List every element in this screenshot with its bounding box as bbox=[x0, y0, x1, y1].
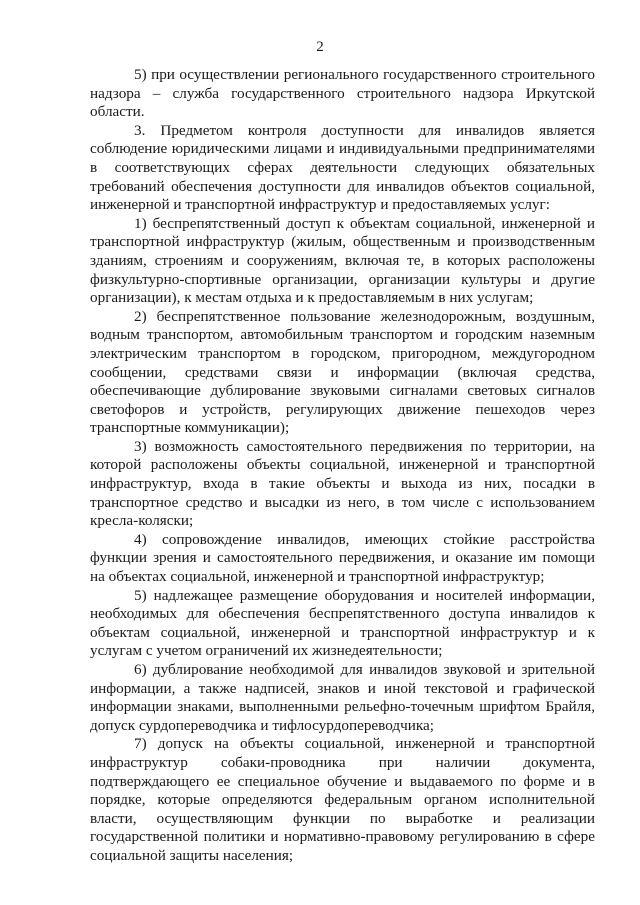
page-number: 2 bbox=[316, 39, 324, 55]
paragraph-requirement-1: 1) беспрепятственный доступ к объектам социальной, инженерной и транспортной инфраструктур (жилым, общественным и производственным зданиям, строениям и сооружениям, включая те, в которых расположены физкультурно-спортивные организации, организации культуры и другие организации), к местам отдыха и к предоставляемым в них услугам; bbox=[90, 214, 595, 307]
paragraph-requirement-3: 3) возможность самостоятельного передвижения по территории, на которой расположены объекты социальной, инженерной и транспортной инфраструктур, входа в такие объекты и выхода из них, посадки в транспортное средство и высадки из него, в том числе с использованием кресла-коляски; bbox=[90, 437, 595, 530]
paragraph-requirement-2: 2) беспрепятственное пользование железнодорожным, воздушным, водным транспортом, автомобильным транспортом и городским наземным электрическим транспортом в городском, пригородном, междугородном сообщении, средствами связи и информации (включая средства, обеспечивающие дублирование звуковыми сигналами световых сигналов светофоров и устройств, регулирующих движение пешеходов через транспортные коммуникации); bbox=[90, 307, 595, 437]
paragraph-item-5-supervision: 5) при осуществлении регионального государственного строительного надзора – служба государственного строительного надзора Иркутской области. bbox=[90, 66, 595, 121]
paragraph-requirement-5: 5) надлежащее размещение оборудования и носителей информации, необходимых для обеспечения беспрепятственного доступа инвалидов к объектам социальной, инженерной и транспортной инфраструктур и к услугам с учетом ограничений их жизнедеятельности; bbox=[90, 586, 595, 660]
paragraph-requirement-6: 6) дублирование необходимой для инвалидов звуковой и зрительной информации, а также надписей, знаков и иной текстовой и графической информации знаками, выполненными рельефно-точечным шрифтом Брайля, допуск сурдопереводчика и тифлосурдопереводчика; bbox=[90, 661, 595, 734]
paragraph-section-3-subject: 3. Предметом контроля доступности для инвалидов является соблюдение юридическими лицами и индивидуальными предпринимателями в соответствующих сферах деятельности следующих обязательных требований обеспечения доступности для инвалидов объектов социальной, инженерной и транспортной инфраструктур и предоставляемых услуг: bbox=[90, 121, 595, 214]
paragraph-requirement-4: 4) сопровождение инвалидов, имеющих стойкие расстройства функции зрения и самостоятельного передвижения, и оказание им помощи на объектах социальной, инженерной и транспортной инфраструктур; bbox=[90, 530, 595, 586]
paragraph-requirement-7: 7) допуск на объекты социальной, инженерной и транспортной инфраструктур собаки-проводника при наличии документа, подтверждающего ее специальное обучение и выдаваемого по форме и в порядке, которые определяются федеральным органом исполнительной власти, осуществляющим функции по выработке и реализации государственной политики и нормативно-правовому регулированию в сфере социальной защиты населения; bbox=[90, 735, 595, 864]
document-body bbox=[90, 66, 595, 866]
